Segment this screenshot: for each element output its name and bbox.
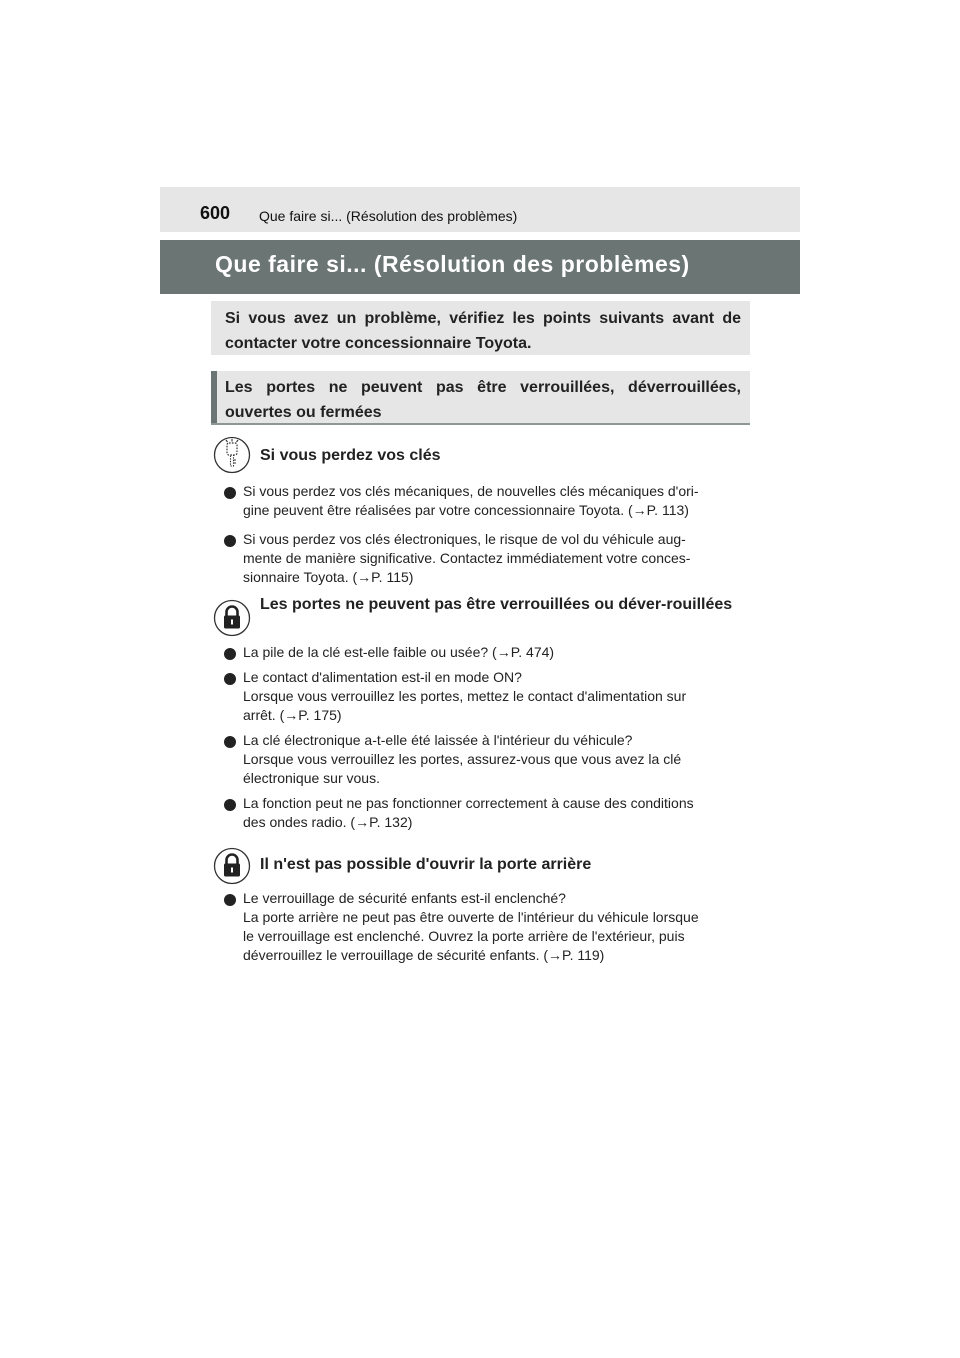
subsection-heading-lost-keys: Si vous perdez vos clés [260, 447, 441, 464]
lock-icon [213, 599, 251, 637]
lock-icon [213, 847, 251, 885]
section-accent-bar [211, 371, 217, 423]
list-item: Le verrouillage de sécurité enfants est-il enclenché? La porte arrière ne peut pas être ouverte de l'intérieur du véhicule lorsque le verrouillage est enclenché. Ouvrez la porte arrière de l'extérieur, puis déverrouillez le verrouillage de sécurité enfants. (→P. 119) [243, 890, 699, 963]
bullet-icon [224, 736, 236, 748]
page-number: 600 [200, 203, 231, 223]
title-banner [160, 240, 800, 294]
subsection-heading-doors-lock: Les portes ne peuvent pas être verrouillées ou déver-rouillées [260, 596, 733, 613]
bullet-icon [224, 648, 236, 660]
page-title: Que faire si... (Résolution des problèmes) [215, 251, 690, 277]
section-heading: Les portes ne peuvent pas être verrouillées, déverrouillées, ouvertes ou fermées [225, 379, 741, 421]
bullet-icon [224, 799, 236, 811]
bullet-icon [224, 894, 236, 906]
list-item: Le contact d'alimentation est-il en mode ON? Lorsque vous verrouillez les portes, mettez le contact d'alimentation sur arrêt. (→P. 175) [243, 669, 687, 723]
bullet-icon [224, 673, 236, 685]
list-item: La fonction peut ne pas fonctionner correctement à cause des conditions des ondes radio. (→P. 132) [243, 795, 694, 830]
subsection-heading-rear-door: Il n'est pas possible d'ouvrir la porte arrière [260, 856, 592, 873]
bullet-icon [224, 535, 236, 547]
list-item: Si vous perdez vos clés mécaniques, de nouvelles clés mécaniques d'ori- gine peuvent être réalisées par votre concessionnaire Toyota. (→P. 113) [243, 483, 699, 518]
intro-box [211, 301, 750, 355]
running-title: Que faire si... (Résolution des problèmes) [259, 208, 518, 224]
section-heading-box [211, 371, 750, 425]
page-header [160, 187, 800, 232]
list-item: La pile de la clé est-elle faible ou usée? (→P. 474) [243, 644, 555, 660]
list-item: La clé électronique a-t-elle été laissée à l'intérieur du véhicule? Lorsque vous verrouillez les portes, assurez-vous que vous avez la clé électronique sur vous. [243, 732, 682, 786]
list-item: Si vous perdez vos clés électroniques, le risque de vol du véhicule aug- mente de manière significative. Contactez immédiatement votre conces- sionnaire Toyota. (→P. 115) [243, 531, 691, 585]
intro-text: Si vous avez un problème, vérifiez les points suivants avant de contacter votre concessionnaire Toyota. [225, 310, 741, 352]
bullet-icon [224, 487, 236, 499]
key-icon [213, 436, 251, 474]
